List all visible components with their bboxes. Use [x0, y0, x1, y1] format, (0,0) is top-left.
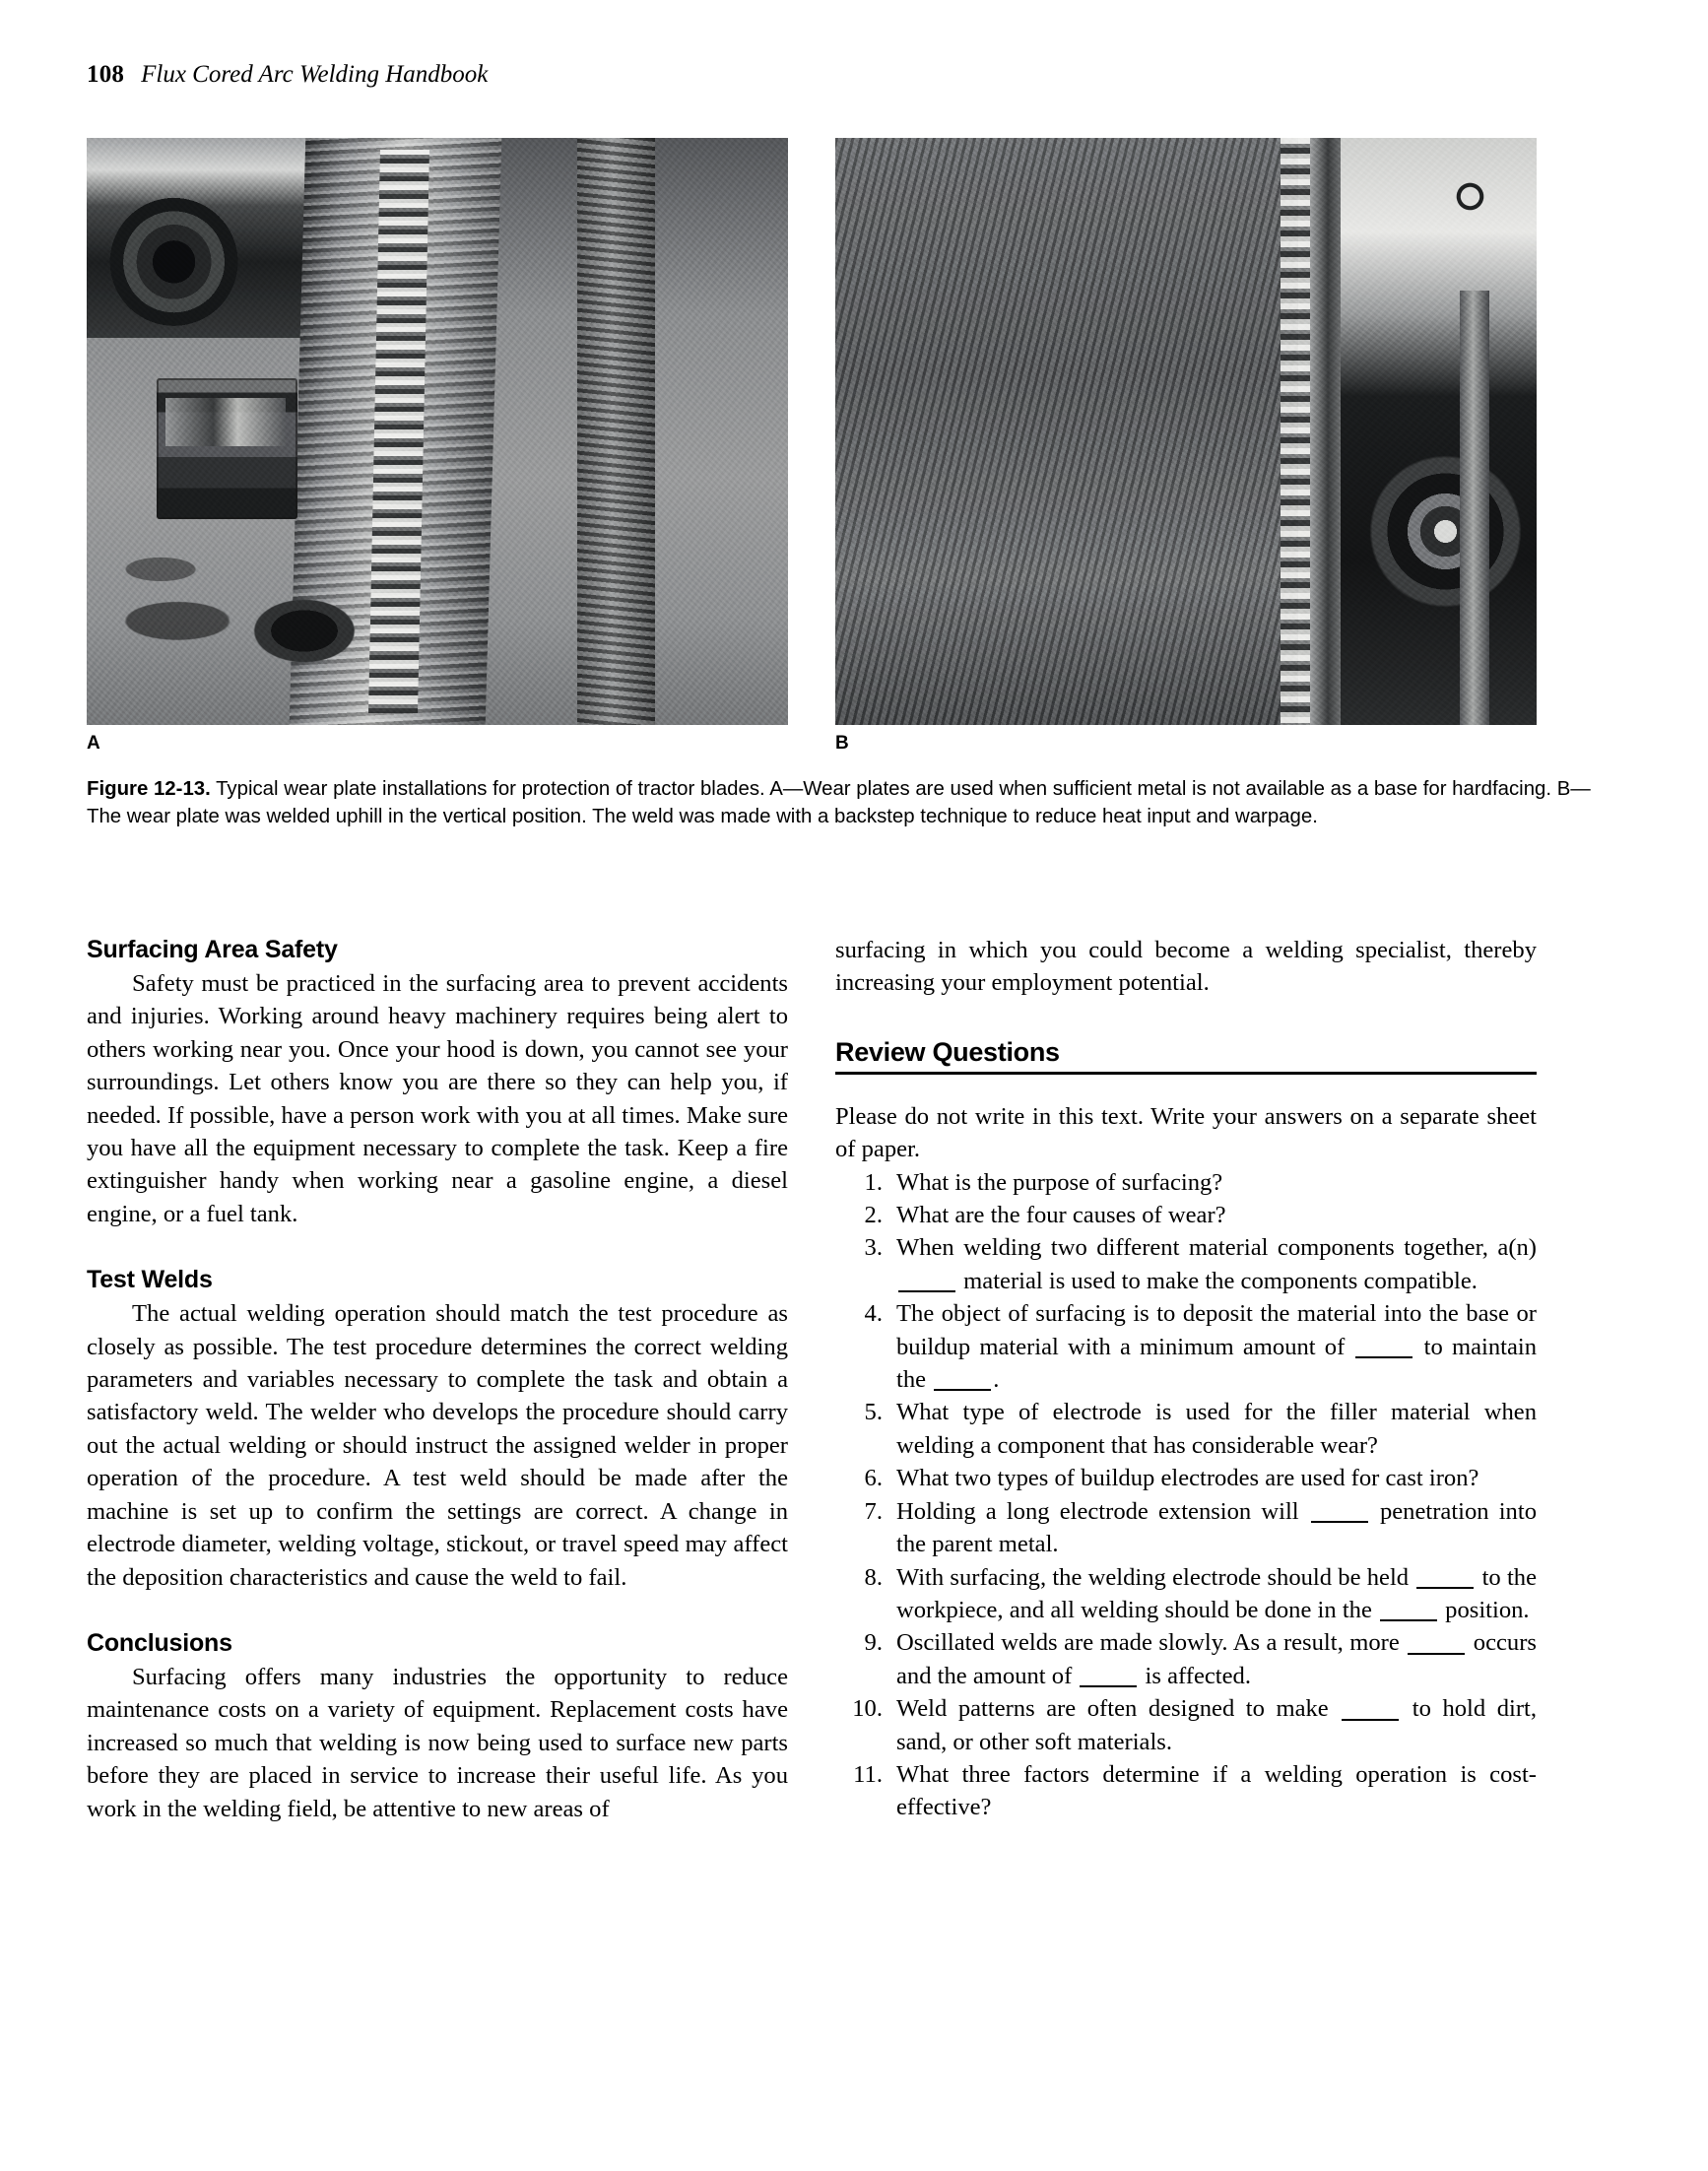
book-title: Flux Cored Arc Welding Handbook	[141, 61, 489, 88]
review-question-number: 1.	[864, 1168, 883, 1196]
review-question-item	[835, 1166, 1537, 1199]
review-question-text: What two types of buildup electrodes are used for cast iron?	[896, 1465, 1479, 1492]
column-right	[835, 934, 1537, 1824]
review-instructions: Please do not write in this text. Write your answers on a separate sheet of paper.	[835, 1102, 1537, 1163]
fill-in-blank	[1416, 1564, 1474, 1589]
review-question-item	[835, 1231, 1537, 1297]
paragraph-surfacing-area-safety: Safety must be practiced in the surfacing area to prevent accidents and injuries. Working around heavy machinery requires being alert to others working near you. Once your hood is down, you cannot see your surroundings. Let others know you are there so they can help you, if needed. If possible, have a person work with you at all times. Make sure you have all the equipment necessary to complete the task. Keep a fire extinguisher handy when working near a gasoline engine, a diesel engine, or a fuel tank.	[87, 970, 788, 1227]
heading-review-questions: Review Questions	[835, 1035, 1537, 1075]
fill-in-blank	[898, 1268, 955, 1292]
photo-label-a: A	[87, 733, 100, 754]
review-question-item	[835, 1692, 1537, 1758]
fill-in-blank	[1380, 1597, 1437, 1621]
review-question-number: 4.	[864, 1300, 883, 1328]
review-question-item	[835, 1199, 1537, 1231]
photo-a-film-grain	[87, 138, 788, 725]
review-question-text: What type of electrode is used for the filler material when welding a component that has considerable wear?	[896, 1399, 1537, 1459]
figure-photo-labels	[87, 733, 1623, 766]
photo-b-uphill-vertical-weld	[835, 138, 1537, 725]
review-question-item	[835, 1297, 1537, 1396]
review-question-text: What is the purpose of surfacing?	[896, 1168, 1223, 1196]
review-question-text: What three factors determine if a welding operation is cost-effective?	[896, 1760, 1537, 1821]
column-left	[87, 934, 788, 1825]
figure-caption-text: Typical wear plate installations for protection of tractor blades. A—Wear plates are used when sufficient metal is not available as a base for hardfacing. B—The wear plate was welded uphill in the vertical position. The weld was made with a backstep technique to reduce heat input and warpage.	[87, 778, 1591, 827]
review-question-text: Weld patterns are often designed to make to hold dirt, sand, or other soft materials.	[896, 1695, 1538, 1755]
review-question-number: 11.	[853, 1760, 883, 1788]
heading-conclusions: Conclusions	[87, 1628, 232, 1657]
review-question-item	[835, 1462, 1537, 1494]
review-question-text: Holding a long electrode extension will penetration into the parent metal.	[896, 1497, 1537, 1558]
heading-surfacing-area-safety: Surfacing Area Safety	[87, 936, 338, 963]
heading-test-welds: Test Welds	[87, 1266, 213, 1294]
review-questions-list	[835, 1166, 1537, 1824]
paragraph-test-welds: The actual welding operation should match the test procedure as closely as possible. The test procedure determines the correct welding parameters and variables necessary to complete the task and obtain a satisfactory weld. The welder who develops the procedure should carry out the actual welding or should instruct the assigned welder in proper operation of the procedure. A test weld should be made after the machine is set up to confirm the settings are correct. A change in electrode diameter, welding voltage, stickout, or travel speed may affect the deposition characteristics and cause the weld to fail.	[87, 1300, 788, 1591]
paragraph-conclusions-continued: surfacing in which you could become a welding specialist, thereby increasing your employment potential.	[835, 937, 1537, 997]
figure-photo-row	[87, 138, 1623, 725]
review-question-item	[835, 1396, 1537, 1462]
paragraph-conclusions: Surfacing offers many industries the opportunity to reduce maintenance costs on a variety of equipment. Replacement costs have increased so much that welding is now being used to surface new parts before they are placed in service to increase their useful life. As you work in the welding field, be attentive to new areas of	[87, 1663, 788, 1822]
running-head	[87, 61, 1623, 95]
review-question-text: When welding two different material components together, a(n) material is used to make the components compatible.	[896, 1234, 1537, 1294]
review-question-number: 5.	[864, 1399, 883, 1426]
figure-caption	[87, 776, 1619, 830]
review-question-item	[835, 1626, 1537, 1692]
photo-label-b: B	[835, 733, 849, 754]
review-question-item	[835, 1495, 1537, 1561]
fill-in-blank	[934, 1366, 991, 1391]
review-question-text: The object of surfacing is to deposit the material into the base or buildup material with a minimum amount of to maintain the .	[896, 1300, 1537, 1394]
fill-in-blank	[1408, 1629, 1465, 1654]
photo-a-wear-plate-installation	[87, 138, 788, 725]
fill-in-blank	[1311, 1498, 1368, 1523]
review-question-text: Oscillated welds are made slowly. As a result, more occurs and the amount of is affected.	[896, 1629, 1537, 1689]
review-question-number: 2.	[864, 1202, 883, 1229]
photo-b-film-grain	[835, 138, 1537, 725]
review-question-number: 6.	[864, 1465, 883, 1492]
review-question-item	[835, 1561, 1537, 1627]
body-columns	[87, 934, 1623, 2126]
review-question-number: 8.	[864, 1563, 883, 1591]
page-number: 108	[87, 61, 125, 88]
fill-in-blank	[1355, 1334, 1412, 1358]
fill-in-blank	[1342, 1695, 1399, 1720]
review-question-number: 9.	[864, 1629, 883, 1657]
review-question-number: 7.	[864, 1497, 883, 1525]
review-question-text: With surfacing, the welding electrode should be held to the workpiece, and all welding should be done in the position.	[896, 1563, 1537, 1623]
fill-in-blank	[1080, 1663, 1137, 1687]
review-question-item	[835, 1758, 1537, 1824]
review-question-text: What are the four causes of wear?	[896, 1202, 1226, 1229]
review-question-number: 3.	[864, 1234, 883, 1262]
figure-12-13	[87, 138, 1623, 766]
figure-caption-number: Figure 12-13.	[87, 778, 211, 800]
review-question-number: 10.	[852, 1695, 883, 1723]
